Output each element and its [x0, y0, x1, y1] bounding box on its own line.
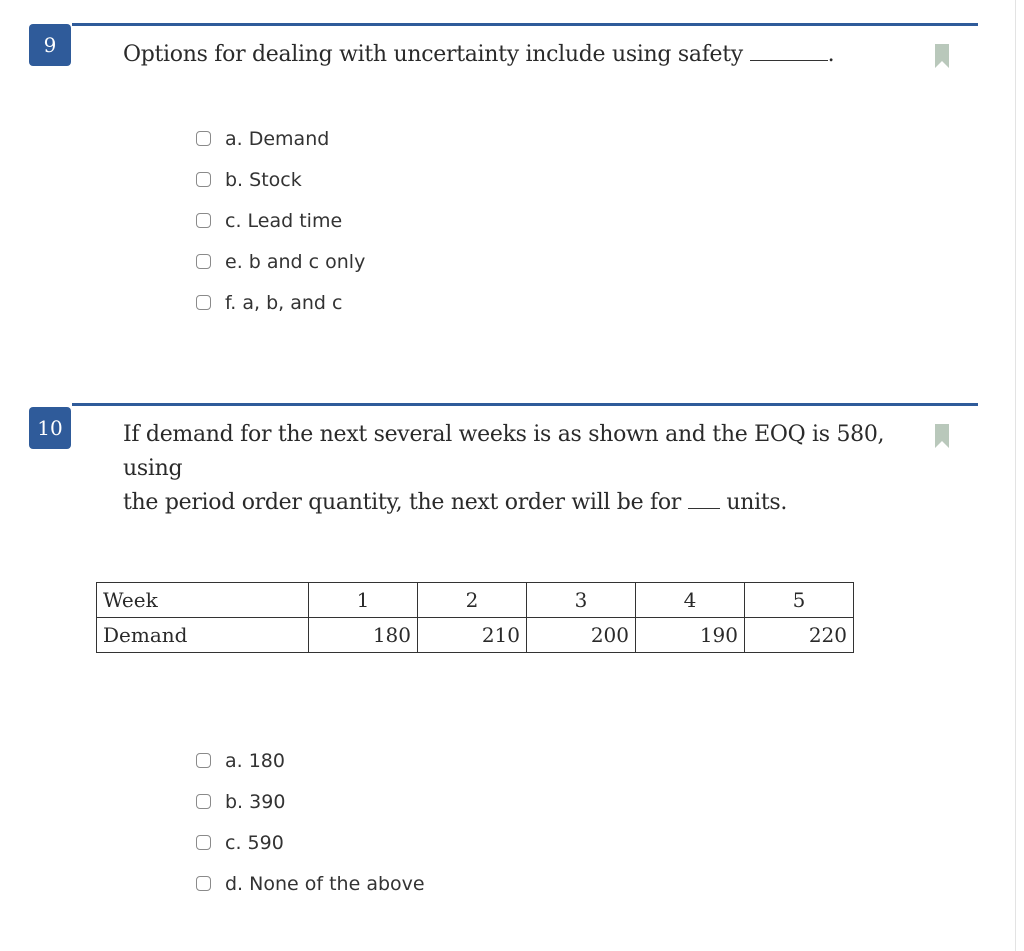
checkbox[interactable]: [196, 254, 211, 269]
checkbox[interactable]: [196, 753, 211, 768]
answer-options: [196, 118, 365, 323]
option-c[interactable]: [196, 200, 365, 241]
answer-blank: [688, 488, 720, 509]
demand-cell: 180: [309, 618, 418, 653]
question-number-badge: 9: [29, 24, 71, 66]
option-f[interactable]: [196, 282, 365, 323]
option-label: c. 590: [225, 831, 284, 854]
option-b[interactable]: [196, 781, 425, 822]
option-label: f. a, b, and c: [225, 291, 343, 314]
bookmark-icon[interactable]: [935, 44, 949, 68]
option-d[interactable]: [196, 863, 425, 904]
checkbox[interactable]: [196, 835, 211, 850]
checkbox[interactable]: [196, 172, 211, 187]
option-c[interactable]: [196, 822, 425, 863]
option-label: b. 390: [225, 790, 286, 813]
option-label: a. 180: [225, 749, 285, 772]
answer-options: [196, 740, 425, 904]
week-cell: 2: [418, 583, 527, 618]
right-border: [1015, 0, 1016, 951]
option-a[interactable]: [196, 740, 425, 781]
bookmark-icon[interactable]: [935, 424, 949, 448]
question-text: [123, 38, 834, 72]
checkbox[interactable]: [196, 295, 211, 310]
question-divider: [72, 403, 978, 406]
option-b[interactable]: [196, 159, 365, 200]
answer-blank: [750, 40, 828, 61]
week-cell: 1: [309, 583, 418, 618]
demand-cell: 220: [745, 618, 854, 653]
question-text-main: Options for dealing with uncertainty include using safety: [123, 42, 743, 67]
checkbox[interactable]: [196, 876, 211, 891]
option-a[interactable]: [196, 118, 365, 159]
checkbox[interactable]: [196, 131, 211, 146]
option-label: a. Demand: [225, 127, 330, 150]
question-number-badge: 10: [29, 407, 71, 449]
question-text: [123, 418, 913, 520]
checkbox[interactable]: [196, 213, 211, 228]
question-text-line2-start: the period order quantity, the next order will be for: [123, 490, 681, 515]
table-row: [97, 583, 854, 618]
checkbox[interactable]: [196, 794, 211, 809]
week-cell: 4: [636, 583, 745, 618]
table-row-label: Demand: [97, 618, 309, 653]
option-label: c. Lead time: [225, 209, 343, 232]
week-cell: 5: [745, 583, 854, 618]
week-cell: 3: [527, 583, 636, 618]
demand-table: [96, 582, 854, 653]
table-header-cell: Week: [97, 583, 309, 618]
demand-cell: 190: [636, 618, 745, 653]
question-divider: [72, 23, 978, 26]
option-e[interactable]: [196, 241, 365, 282]
question-text-line2-end: units.: [726, 490, 788, 515]
demand-cell: 200: [527, 618, 636, 653]
question-text-line1: If demand for the next several weeks is as shown and the EOQ is 580, using: [123, 422, 885, 481]
question-text-line2: [123, 486, 913, 520]
demand-cell: 210: [418, 618, 527, 653]
table-row: [97, 618, 854, 653]
option-label: b. Stock: [225, 168, 302, 191]
option-label: e. b and c only: [225, 250, 366, 273]
option-label: d. None of the above: [225, 872, 425, 895]
question-text-end: .: [827, 42, 835, 67]
